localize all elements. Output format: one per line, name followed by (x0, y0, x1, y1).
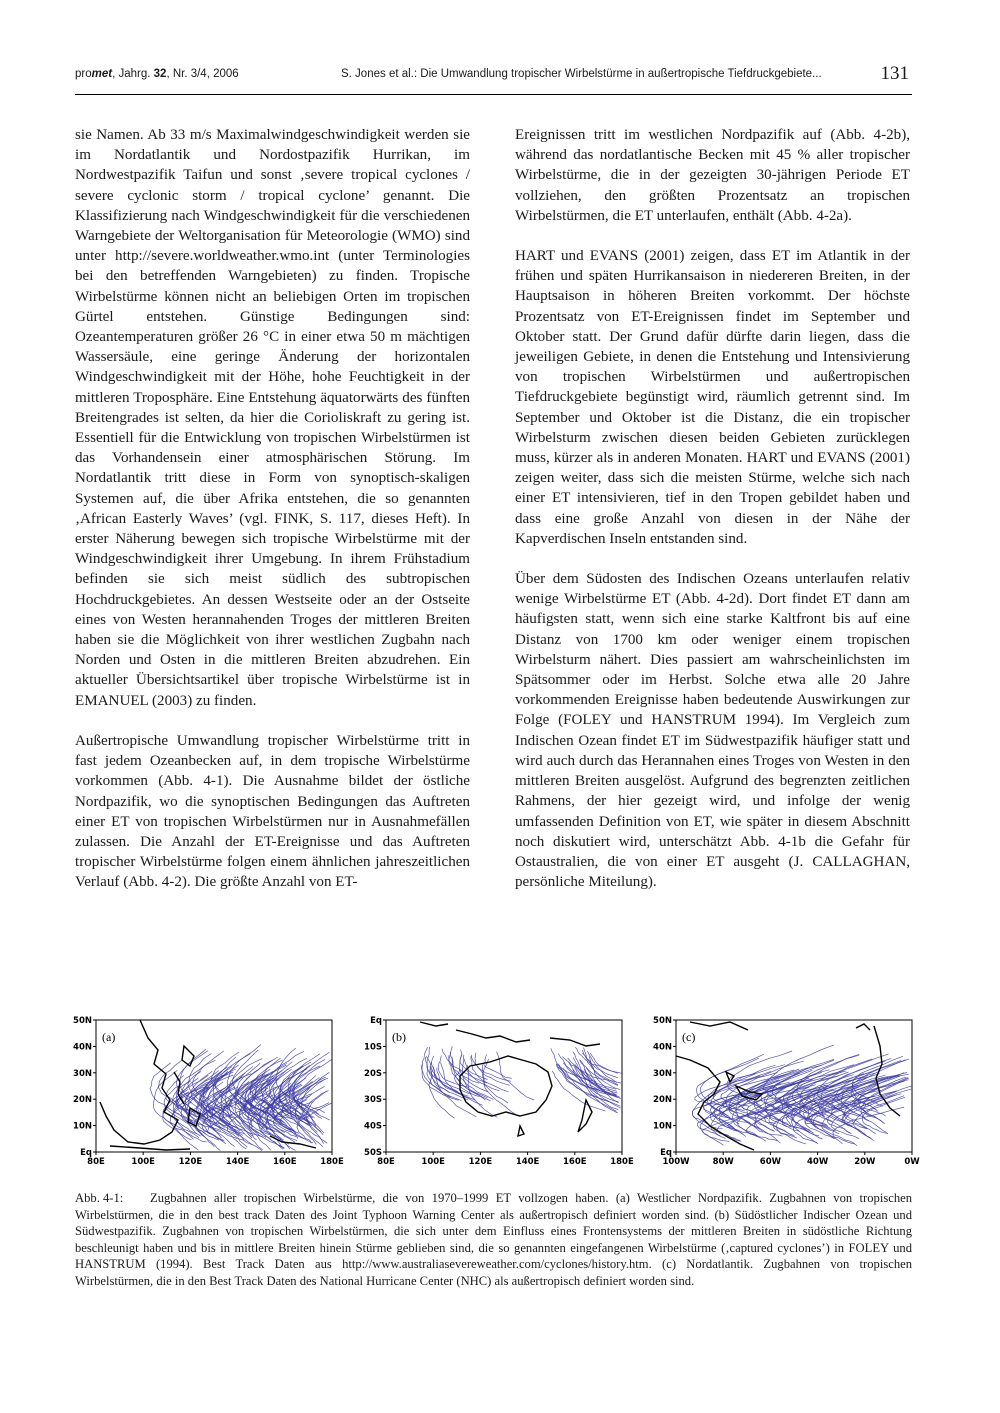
lon-label: 20W (854, 1157, 876, 1167)
page-number: 131 (880, 63, 909, 84)
lon-label: 100W (662, 1157, 690, 1167)
panel-tag: (c) (682, 1030, 696, 1044)
lat-label: 50N (73, 1016, 92, 1026)
journal-citation (75, 68, 239, 80)
paragraph: HART und EVANS (2001) zeigen, dass ET im Atlantik in der frühen und späten Hurrikansaison in niedereren Breiten, in der Hauptsaison in höheren Breiten vorkommt. Der höchste Prozentsatz von ET-Ereignissen findet im September und Oktober statt. Der Grund dafür dürfte darin liegen, dass die jeweiligen Gebiete, in denen die Entstehung und Intensivierung von tropischen Wirbelstürmen und außertropischen Tiefdruckgebiete begünstigt wird, räumlich getrennt sind. Im September und Oktober ist die Distanz, die ein tropischer Wirbelsturm zwischen diesen beiden Gebieten zurücklegen muss, kürzer als in anderen Monaten. HART und EVANS (2001) zeigen weiter, dass sich die meisten Stürme, welche sich nach einer ET intensivieren, tief in den Tropen gebildet haben und dass eine große Anzahl von diesen in der Nähe der Kapverdischen Inseln entstanden sind. (515, 248, 910, 547)
lat-label: 10N (73, 1121, 92, 1132)
lon-label: 80W (712, 1157, 734, 1167)
article-running-title: S. Jones et al.: Die Umwandlung tropischer Wirbelstürme in außertropische Tiefdruckgebiete... (341, 68, 822, 80)
lon-label: 160E (563, 1157, 587, 1167)
journal-prefix: pro (75, 68, 92, 80)
lon-label: 100E (421, 1157, 445, 1167)
paragraph: Ereignissen tritt im westlichen Nordpazifik auf (Abb. 4-2b), während das nordatlantische Becken mit 45 % aller tropischer Wirbelstürme, die in der gezeigten 30-jährigen Periode ET vollziehen, den größten Prozentsatz an tropischen Wirbelstürmen, die ET unterlaufen, enthält (Abb. 4-2a). (515, 127, 910, 224)
lat-label: 30N (73, 1068, 92, 1079)
paragraph: sie Namen. Ab 33 m/s Maximalwindgeschwindigkeit werden sie im Nordatlantik und Nordostpazifik Hurrikan, im Nordwestpazifik Taifun und sonst ‚severe tropical cyclones / severe cyclonic storm / tropical cyclone’ genannt. Die Klassifizierung nach Windgeschwindigkeit für die verschiedenen Warngebiete der Weltorganisation für Meteorologie (WMO) sind unter http://severe.worldweather.wmo.int (unter Terminologies bei den betreffenden Warngebieten) zu finden. Tropische Wirbelstürme können nicht an beliebigen Orten im tropischen Gürtel entstehen. Günstige Bedingungen sind: Ozeantemperaturen größer 26 °C in einer etwa 50 m mächtigen Wassersäule, eine geringe Änderung der horizontalen Windgeschwindigkeit mit der Höhe, hohe Feuchtigkeit in der mittleren Troposphäre. Eine Entstehung äquatorwärts des fünften Breitengrades ist selten, da hier die Corioliskraft zu gering ist. Essentiell für die Entwicklung von tropischen Wirbelstürmen ist das Vorhandensein einer atmosphärischen Störung. Im Nordatlantik tritt diese in Form von synoptisch-skaligen Systemen auf, die über Afrika entstehen, die so genannten ‚African Easterly Waves’ (vgl. FINK, S. 117, dieses Heft). In erster Näherung bewegen sich tropische Wirbelstürme mit der Windgeschwindigkeit ihrer Umgebung. In ihrem Frühstadium befinden sie sich meist südlich des subtropischen Hochdruckgebietes. An dessen Westseite oder an der Ostseite eines von Westen herannahenden Troges der mittleren Breiten haben sie die Möglichkeit von ihrer westlichen Zugbahn nach Norden und Osten in die mittleren Breiten abzudrehen. Ein aktueller Übersichtsartikel über tropische Wirbelstürme ist in EMANUEL (2003) zu finden. (75, 127, 470, 709)
figure-caption (75, 1190, 912, 1289)
lat-label: Eq (370, 1016, 382, 1026)
map-panel-b (360, 1016, 634, 1180)
lat-label: 40N (653, 1042, 672, 1053)
lon-label: 140E (515, 1157, 540, 1167)
caption-text: Zugbahnen aller tropischen Wirbelstürme, die von 1970–1999 ET vollzogen haben. (a) Westlicher Nordpazifik. Zugbahnen von tropischen Wirbelstürmen, die in den best track Daten des Joint Typhoon Warning Center als außertropisch definiert worden sind. (b) Südöstlicher Indischer Ozean und Südwestpazifik. Zugbahnen von tropischen Wirbelstürmen, die sich unter dem Einfluss eines Frontensystems der mittleren Breiten in südöstliche Richtung beschleunigt haben und bis in mittlere Breiten hinein Stürme geblieben sind, die so genannten eingefangenen Wirbelstürme (‚captured cyclones’) in FOLEY und HANSTRUM (1994). Best Track Daten aus http://www.australiasevereweather.com/cyclones/history.htm. (c) Nordatlantik. Zugbahnen von tropischen Wirbelstürmen, die in den Best Track Daten des National Hurricane Center (NHC) als außertropisch definiert worden sind. (75, 1191, 912, 1288)
lon-label: 180E (610, 1157, 634, 1167)
lat-label: 20S (364, 1068, 382, 1079)
panel-tag: (b) (392, 1030, 406, 1044)
lat-label: 40N (73, 1042, 92, 1053)
lon-label: 0W (904, 1157, 920, 1167)
map-panel-a (70, 1016, 344, 1180)
left-column (75, 125, 470, 913)
lat-label: 20N (653, 1095, 672, 1106)
lon-label: 180E (320, 1157, 344, 1167)
right-column (515, 125, 910, 912)
journal-bold: met (91, 68, 113, 80)
lat-label: 20N (73, 1095, 92, 1106)
lat-label: 10S (364, 1042, 382, 1053)
track-map-svg (360, 1016, 634, 1180)
lat-label: 10N (653, 1121, 672, 1132)
figure-4-1 (70, 1016, 925, 1176)
lon-label: 100E (131, 1157, 155, 1167)
lon-label: 80E (87, 1157, 105, 1167)
track-map-svg (650, 1016, 920, 1180)
lon-label: 120E (178, 1157, 203, 1167)
page-header (75, 63, 911, 91)
lon-label: 140E (225, 1157, 250, 1167)
lat-label: 30S (364, 1095, 382, 1106)
lat-label: 50S (364, 1148, 382, 1158)
paragraph: Über dem Südosten des Indischen Ozeans unterlaufen relativ wenige Wirbelstürme ET (Abb. 4-2d). Dort findet ET dann am häufigsten statt, wenn sich eine starke Kaltfront bis auf eine Distanz von 1700 km oder weniger einem tropischen Wirbelsturm nähert. Dies passiert am wahrscheinlichsten im Spätsommer oder im Herbst. Solche etwa alle 20 Jahre vorkommenden Ereignisse haben bedeutende Auswirkungen zur Folge (FOLEY und HANSTRUM 1994). Im Vergleich zum Indischen Ozean findet ET im Südwestpazifik häufiger statt und wird auch durch das Herannahen eines Troges von Westen in den mittleren Breiten ausgelöst. Aufgrund des begrenzten zeitlichen Rahmens, der hier gezeigt wird, und infolge der wenig umfassenden Definition von ET, wie später in diesem Abschnitt noch diskutiert wird, unterschätzt Abb. 4-1b die Gefahr für Ostaustralien, die von einer ET ausgeht (J. CALLAGHAN, persönliche Miteilung). (515, 571, 910, 891)
caption-label: Abb. 4-1: (75, 1191, 124, 1205)
lon-label: 80E (377, 1157, 395, 1167)
header-rule (75, 94, 912, 95)
lon-label: 160E (273, 1157, 297, 1167)
lon-label: 40W (806, 1157, 829, 1167)
lat-label: 40S (364, 1121, 382, 1132)
map-panel-c (650, 1016, 920, 1180)
track-map-svg (70, 1016, 344, 1180)
lat-label: 50N (653, 1016, 672, 1026)
journal-issue: , Nr. 3/4, 2006 (166, 68, 239, 80)
paragraph: Außertropische Umwandlung tropischer Wirbelstürme tritt in fast jedem Ozeanbecken auf, in dem tropische Wirbelstürme vorkommen (Abb. 4-1). Die Ausnahme bildet der östliche Nordpazifik, wo die synoptischen Bedingungen das Auftreten einer ET von tropischen Wirbelstürmen nur in Ausnahmefällen zulassen. Die Anzahl der ET-Ereignisse und das Auftreten tropischer Wirbelstürme folgen einem ähnlichen jahreszeitlichen Verlauf (Abb. 4-2). Die größte Anzahl von ET- (75, 732, 470, 891)
lat-label: Eq (80, 1148, 92, 1158)
panel-tag: (a) (102, 1030, 116, 1044)
lat-label: Eq (660, 1148, 672, 1158)
lat-label: 30N (653, 1068, 672, 1079)
lon-label: 120E (468, 1157, 493, 1167)
journal-volume: 32 (153, 68, 167, 80)
lon-label: 60W (759, 1157, 782, 1167)
journal-year: , Jahrg. (112, 68, 154, 80)
